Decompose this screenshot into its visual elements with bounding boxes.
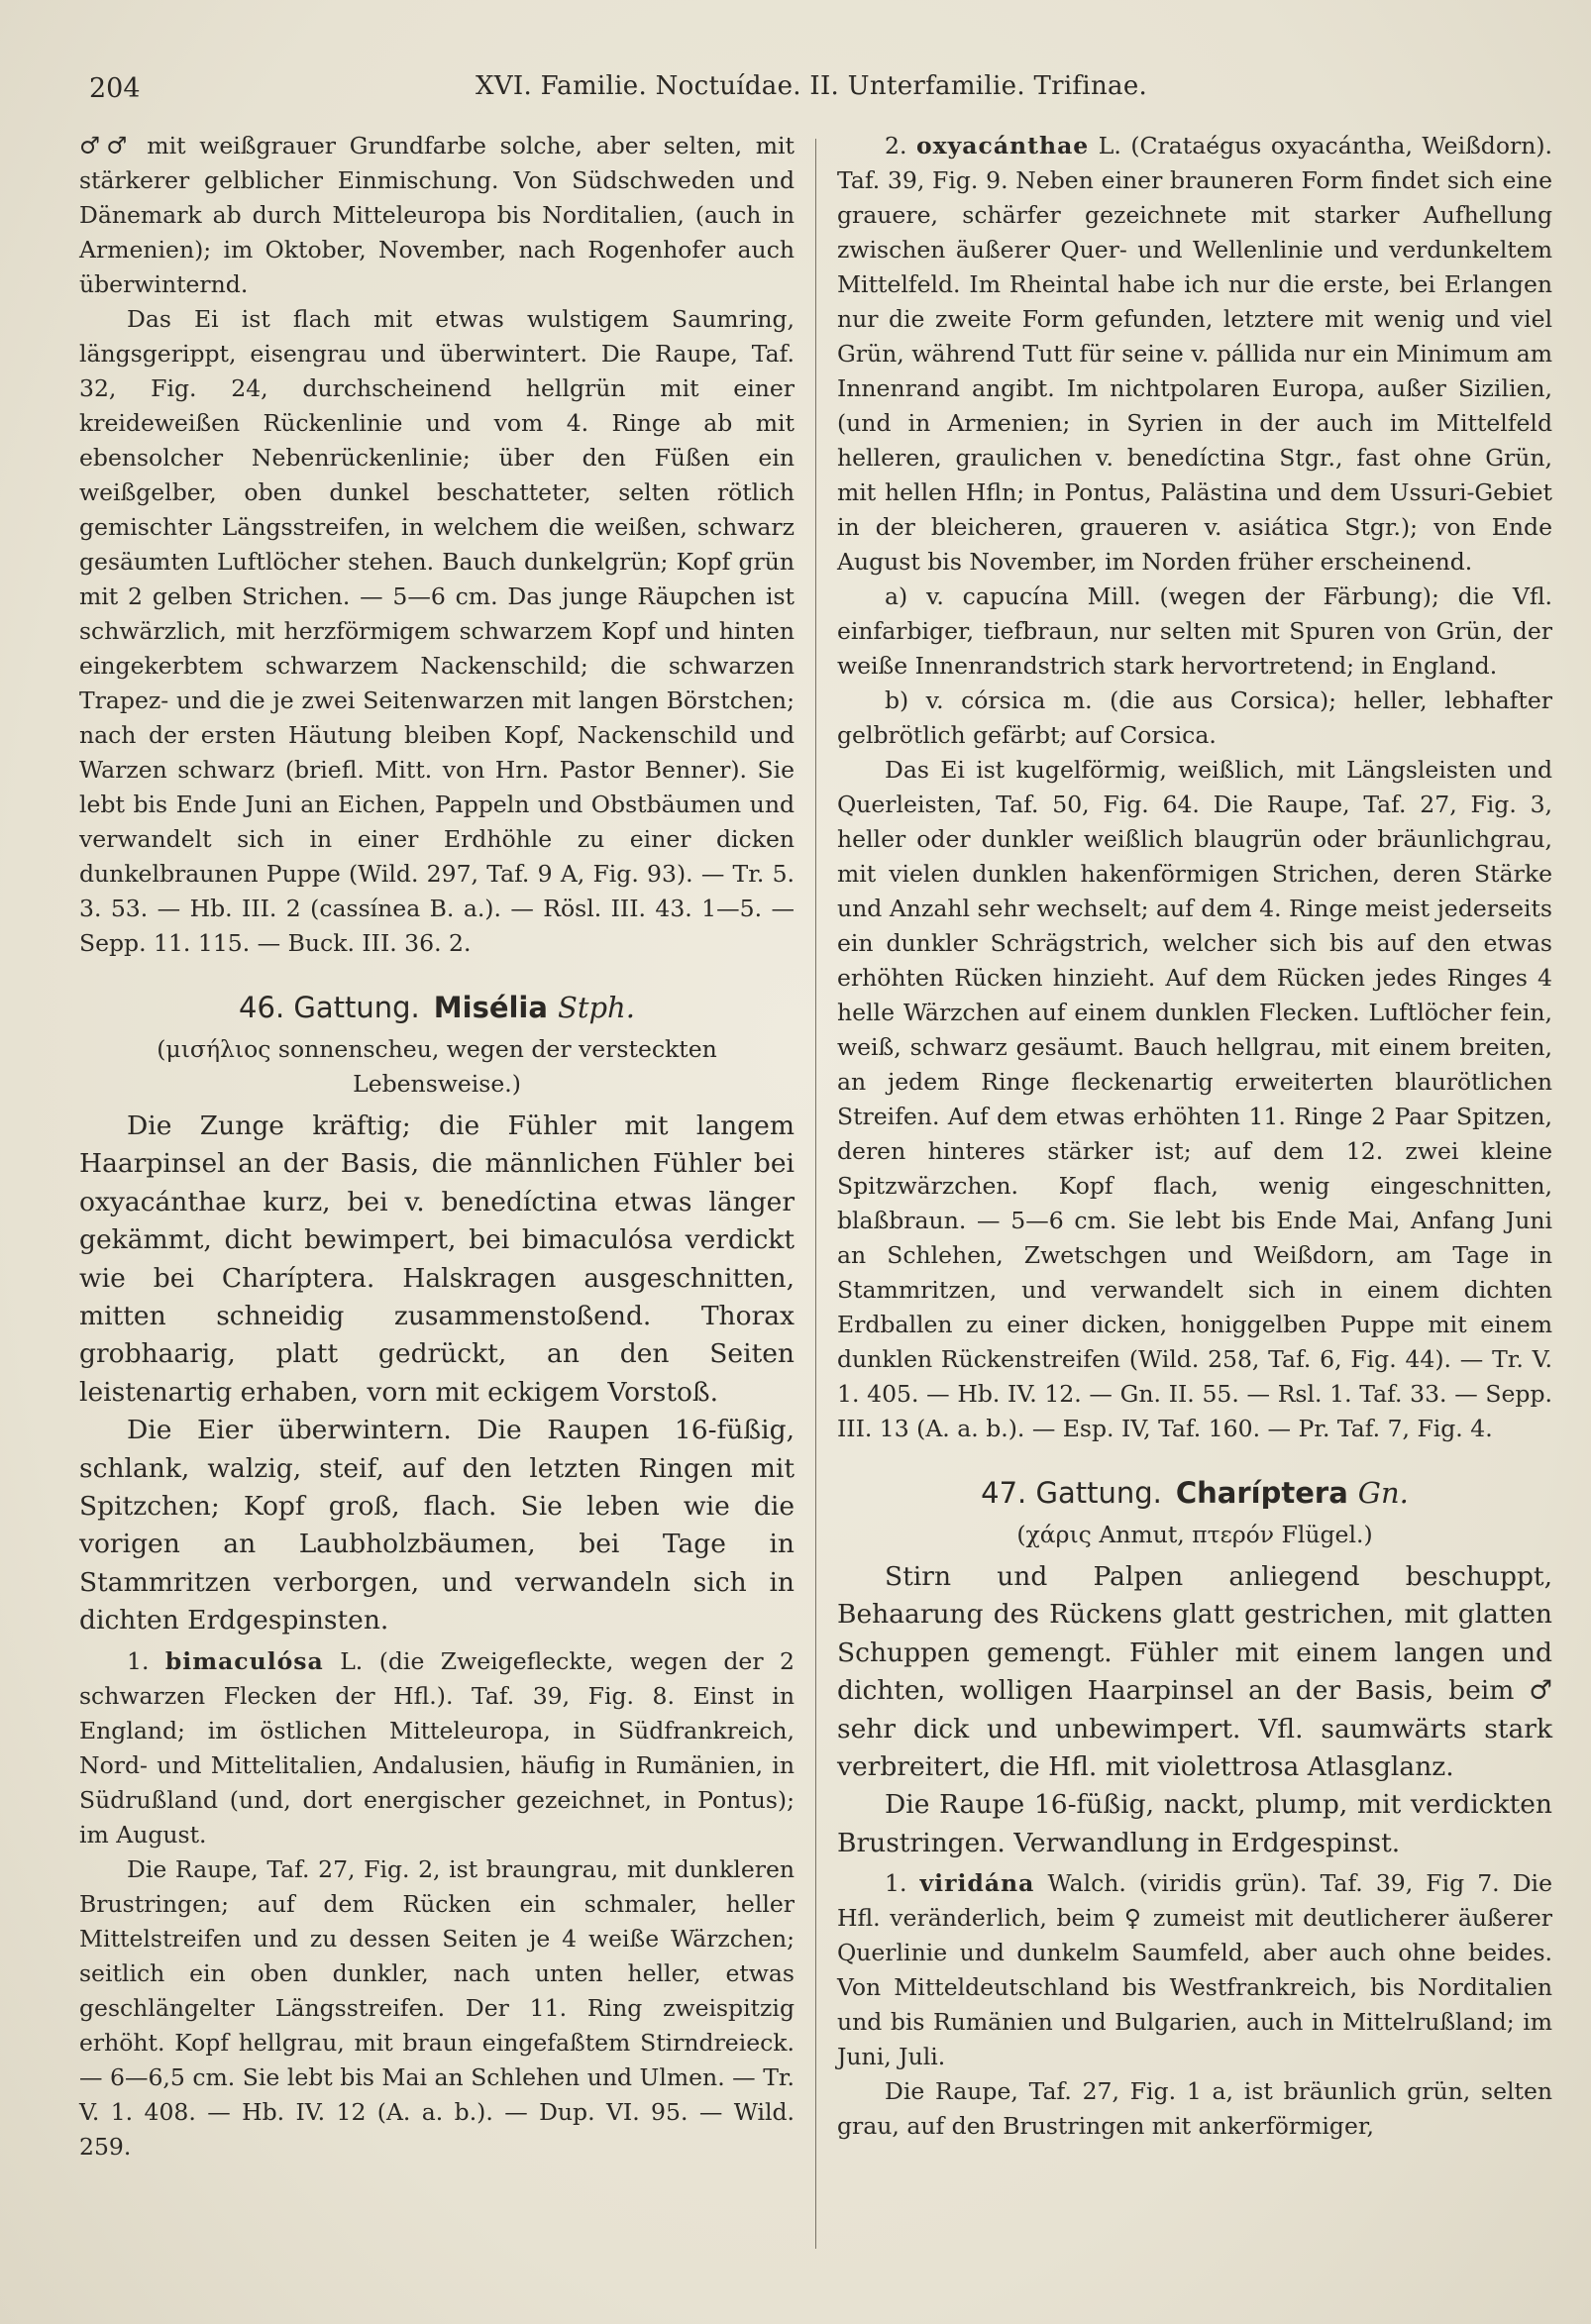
species-entry-bimaculosa [79,1644,795,1852]
species-number: 2. [885,132,907,159]
genus-etymology: (χάρις Anmut, πτερόν Flügel.) [1016,1521,1373,1548]
column-divider [815,139,816,2249]
running-head: XVI. Familie. Noctuídae. II. Unterfamilie. Trifinae. [476,71,1148,101]
species-name: viridána [919,1869,1035,1898]
genus-etymology: (μισήλιος sonnenscheu, wegen der versteckten Lebensweise.) [157,1035,717,1098]
genus-number: 46. Gattung. [239,991,420,1024]
genus-heading-chariptera [837,1476,1552,1510]
paragraph-larva-bimaculosa: Die Raupe, Taf. 27, Fig. 2, ist braungrau, mit dunkleren Brustringen; auf dem Rücken ein schmaler, heller Mittelstreifen und zu dessen Seiten je 4 weiße Wärzchen; seitlich ein oben dunkler, nach unten heller, etwas geschlängelter Längsstreifen. Der 11. Ring zweispitzig erhöht. Kopf hellgrau, mit braun eingefaßtem Stirndreieck. — 6—6,5 cm. Sie lebt bis Mai an Schlehen und Ulmen. — Tr. V. 1. 408. — Hb. IV. 12 (A. a. b.). — Dup. VI. 95. — Wild. 259. [79,1854,795,2161]
left-column [79,129,795,2165]
species-name: oxyacánthae [915,132,1090,159]
variety-b: b) v. córsica m. (die aus Corsica); heller, lebhafter gelbrötlich gefärbt; auf Corsica. [837,687,1552,749]
genus-name: Misélia [433,991,548,1024]
species-number: 1. [885,1869,907,1898]
paragraph-genus-description: Stirn und Palpen anliegend beschuppt, Behaarung des Rückens glatt gestrichen, mit glatten Schuppen gemengt. Fühler mit einem langen und dichten, wolligen Haarpinsel an der Basis, beim ♂ sehr dick und unbewimpert. Vfl. saumwärts stark verbreitert, die Hfl. mit violettrosa Atlasglanz. [837,1561,1552,1783]
species-entry-viridana [837,1866,1552,2074]
paragraph-egg-larva-oxyacanthae: Das Ei ist kugelförmig, weißlich, mit Längsleisten und Querleisten, Taf. 50, Fig. 64. Die Raupe, Taf. 27, Fig. 3, heller oder dunkler weißlich blaugrün oder bräunlichgrau, mit vielen dunklen hakenförmigen Strichen, deren Stärke und Anzahl sehr wechselt; auf dem 4. Ringe meist jederseits ein dunkler Schrägstrich, welcher sich bis auf den etwas erhöhten Rücken hinzieht. Auf dem Rücken jedes Ringes 4 helle Wärzchen auf einem dunklen Flecken. Luftlöcher fein, weiß, schwarz gesäumt. Bauch hellgrau, mit einem breiten, an jedem Ringe fleckenartig erweiterten blaurötlichen Streifen. Auf dem etwas erhöhten 11. Ringe 2 Paar Spitzen, deren hinteres stärker ist; auf dem 12. zwei kleine Spitzwärzchen. Kopf flach, wenig eingeschnitten, blaßbraun. — 5—6 cm. Sie lebt bis Ende Mai, Anfang Juni an Schlehen, Zwetschgen und Weißdorn, am Tage in Stammritzen, und verwandelt sich in einem dichten Erdballen zu einer dicken, honiggelben Puppe mit einem dunklen Rückenstreifen (Wild. 258, Taf. 6, Fig. 44). — Tr. V. 1. 405. — Hb. IV. 12. — Gn. II. 55. — Rsl. 1. Taf. 33. — Sepp. III. 13 (A. a. b.). — Esp. IV, Taf. 160. — Pr. Taf. 7, Fig. 4. [837,756,1552,1442]
genus-author: Stph. [557,991,635,1024]
species-number: 1. [127,1646,150,1675]
page-header [0,63,1591,123]
species-entry-oxyacanthae [837,129,1552,580]
paragraph-male-forms: ♂♂ mit weißgrauer Grundfarbe solche, aber selten, mit stärkerer gelblicher Einmischung. Von Südschweden und Dänemark ab durch Mitteleuropa bis Norditalien, (auch in Armenien); im Oktober, November, nach Rogenhofer auch überwinternd. [79,132,795,298]
genus-author: Gn. [1357,1476,1409,1510]
variety-a: a) v. capucína Mill. (wegen der Färbung); die Vfl. einfarbiger, tiefbraun, nur selten mit Spuren von Grün, der weiße Innenrandstrich stark hervortretend; in England. [837,582,1552,680]
species-text: Walch. (viridis grün). Taf. 39, Fig 7. Die Hfl. veränderlich, beim ♀ zumeist mit deutlicherer äußerer Querlinie und dunkelm Saumfeld, aber auch ohne beides. Von Mitteldeutschland bis Westfrankreich, bis Norditalien und bis Rumänien und Bulgarien, auch in Mittelrußland; im Juni, Juli. [837,1869,1552,2071]
genus-heading-miselia [79,991,795,1024]
species-name: bimaculósa [164,1646,324,1675]
paragraph-genus-larvae: Die Eier überwintern. Die Raupen 16-füßig, schlank, walzig, steif, auf den letzten Ringen mit Spitzchen; Kopf groß, flach. Sie leben wie die vorigen an Laubholzbäumen, bei Tage in Stammritzen verborgen, und verwandeln sich in dichten Erdgespinsten. [79,1415,795,1637]
species-text: L. (Crataégus oxyacántha, Weißdorn). Taf. 39, Fig. 9. Neben einer brauneren Form findet sich eine grauere, schärfer gezeichnete mit starker Aufhellung zwischen äußerer Quer- und Wellenlinie und verdunkeltem Mittelfeld. Im Rheintal habe ich nur die erste, bei Erlangen nur die zweite Form gefunden, letztere mit wenig und viel Grün, während Tutt für seine v. pállida nur ein Minimum am Innenrand angibt. Im nichtpolaren Europa, außer Sizilien, (und in Armenien; in Syrien in der auch im Mittelfeld helleren, graulichen v. benedíctina Stgr., fast ohne Grün, mit hellen Hfln; in Pontus, Palästina und dem Ussuri-Gebiet in der bleicheren, graueren v. asiática Stgr.); von Ende August bis November, im Norden früher erscheinend. [837,132,1552,576]
paragraph-genus-larvae: Die Raupe 16-füßig, nackt, plump, mit verdickten Brustringen. Verwandlung in Erdgespinst. [837,1789,1552,1858]
species-text: L. (die Zweigefleckte, wegen der 2 schwarzen Flecken der Hfl.). Taf. 39, Fig. 8. Einst in England; im östlichen Mitteleuropa, in Südfrankreich, Nord- und Mittelitalien, Andalusien, häufig in Rumänien, in Südrußland (und, dort energischer gezeichnet, in Pontus); im August. [79,1646,795,1849]
paragraph-genus-description: Die Zunge kräftig; die Fühler mit langem Haarpinsel an der Basis, die männlichen Fühler bei oxyacánthae kurz, bei v. benedíctina etwas länger gekämmt, dicht bewimpert, bei bimaculósa verdickt wie bei Charíptera. Halskragen ausgeschnitten, mitten schneidig zusammenstoßend. Thorax grobhaarig, platt gedrückt, an den Seiten leistenartig erhaben, vorn mit eckigem Vorstoß. [79,1110,795,1408]
paragraph-egg-larva: Das Ei ist flach mit etwas wulstigem Saumring, längsgerippt, eisengrau und überwintert. Die Raupe, Taf. 32, Fig. 24, durchscheinend hellgrün mit einer kreideweißen Rückenlinie und vom 4. Ringe ab mit ebensolcher Nebenrückenlinie; über den Füßen ein weißgelber, oben dunkel beschatteter, selten rötlich gemischter Längsstreifen, in welchem die weißen, schwarz gesäumten Luftlöcher stehen. Bauch dunkelgrün; Kopf grün mit 2 gelben Strichen. — 5—6 cm. Das junge Räupchen ist schwärzlich, mit herzförmigem schwarzem Kopf und hinten eingekerbtem schwarzem Nackenschild; die schwarzen Trapez- und die je zwei Seitenwarzen mit langen Börstchen; nach der ersten Häutung bleiben Kopf, Nackenschild und Warzen schwarz (briefl. Mitt. von Hrn. Pastor Benner). Sie lebt bis Ende Juni an Eichen, Pappeln und Obstbäumen und verwandelt sich in einer Erdhöhle zu einer dicken dunkelbraunen Puppe (Wild. 297, Taf. 9 A, Fig. 93). — Tr. 5. 3. 53. — Hb. III. 2 (cassínea B. a.). — Rösl. III. 43. 1—5. — Sepp. 11. 115. — Buck. III. 36. 2. [79,305,795,957]
page-number: 204 [89,73,141,104]
genus-name: Charíptera [1175,1476,1348,1510]
paragraph-larva-viridana: Die Raupe, Taf. 27, Fig. 1 a, ist bräunlich grün, selten grau, auf den Brustringen mit ankerförmiger, [837,2077,1552,2141]
right-column [837,129,1552,2144]
genus-number: 47. Gattung. [981,1476,1162,1510]
